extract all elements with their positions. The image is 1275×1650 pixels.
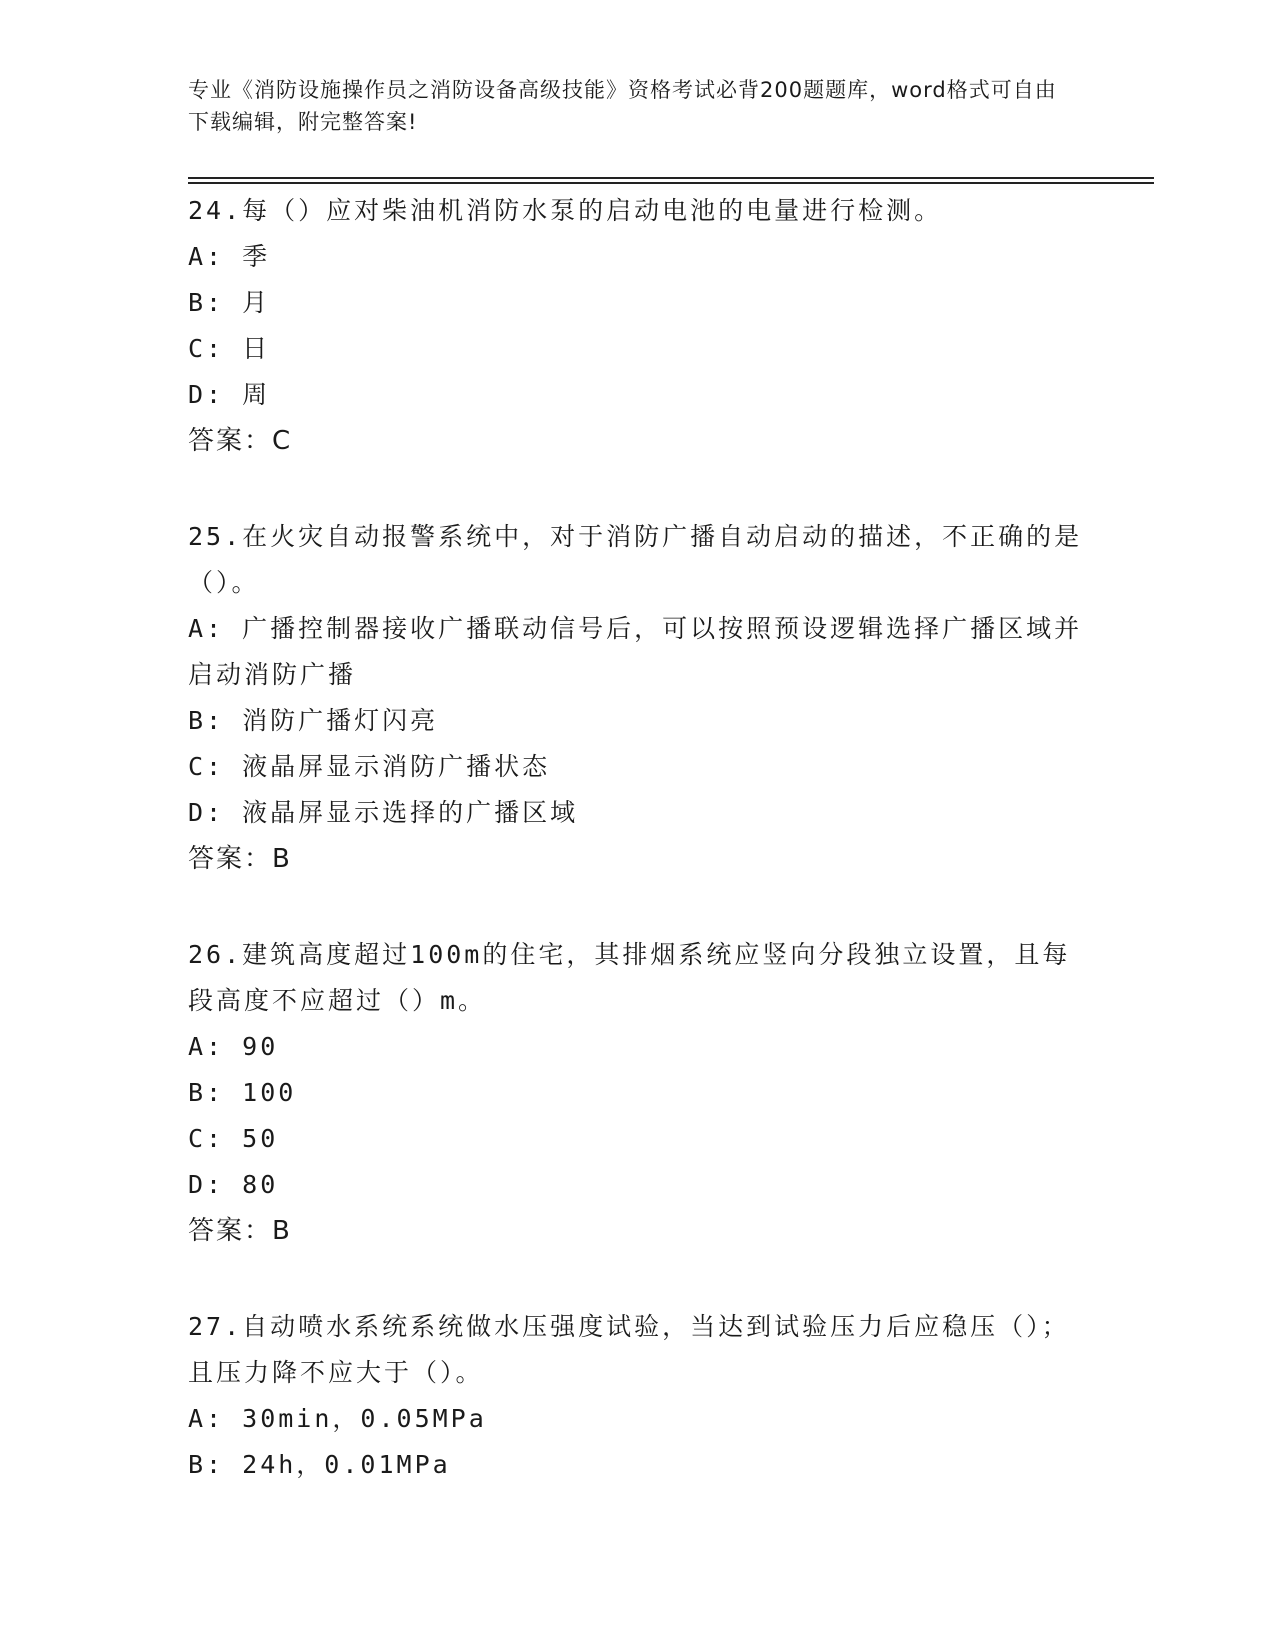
question-25 (188, 514, 1088, 882)
option-a: A: 季 (188, 242, 271, 271)
option-c: C: 液晶屏显示消防广播状态 (188, 752, 551, 781)
option-c: C: 日 (188, 334, 271, 363)
question-27 (188, 1304, 1088, 1488)
question-stem: 27.自动喷水系统系统做水压强度试验，当达到试验压力后应稳压（）；且压力降不应大于（）。 (188, 1312, 1070, 1387)
option-b: B: 消防广播灯闪亮 (188, 706, 439, 735)
option-d: D: 周 (188, 380, 271, 409)
option-b: B: 100 (188, 1078, 297, 1107)
question-spacer (188, 882, 1088, 932)
question-spacer (188, 464, 1088, 514)
answer-line: 答案：B (188, 1216, 292, 1246)
option-b: B: 24h，0.01MPa (188, 1450, 451, 1479)
intro-text: 专业《消防设施操作员之消防设备高级技能》资格考试必背200题题库，word格式可自由下载编辑，附完整答案! (188, 78, 1057, 134)
document-intro (188, 74, 1068, 138)
option-c: C: 50 (188, 1124, 279, 1153)
option-a: A: 90 (188, 1032, 279, 1061)
question-stem: 25.在火灾自动报警系统中，对于消防广播自动启动的描述，不正确的是（）。 (188, 522, 1083, 597)
question-stem: 26.建筑高度超过100m的住宅，其排烟系统应竖向分段独立设置，且每段高度不应超过（）m。 (188, 940, 1071, 1015)
question-stem: 24.每（）应对柴油机消防水泵的启动电池的电量进行检测。 (188, 196, 943, 225)
option-d: D: 80 (188, 1170, 279, 1199)
option-a: A: 广播控制器接收广播联动信号后，可以按照预设逻辑选择广播区域并启动消防广播 (188, 614, 1083, 689)
header-divider-bottom (188, 182, 1154, 184)
answer-line: 答案：B (188, 844, 292, 874)
option-b: B: 月 (188, 288, 271, 317)
option-d: D: 液晶屏显示选择的广播区域 (188, 798, 579, 827)
question-24 (188, 188, 1088, 464)
question-spacer (188, 1254, 1088, 1304)
header-divider-top (188, 177, 1154, 179)
question-26 (188, 932, 1088, 1254)
answer-line: 答案：C (188, 426, 293, 456)
question-list (188, 188, 1088, 1488)
option-a: A: 30min，0.05MPa (188, 1404, 487, 1433)
